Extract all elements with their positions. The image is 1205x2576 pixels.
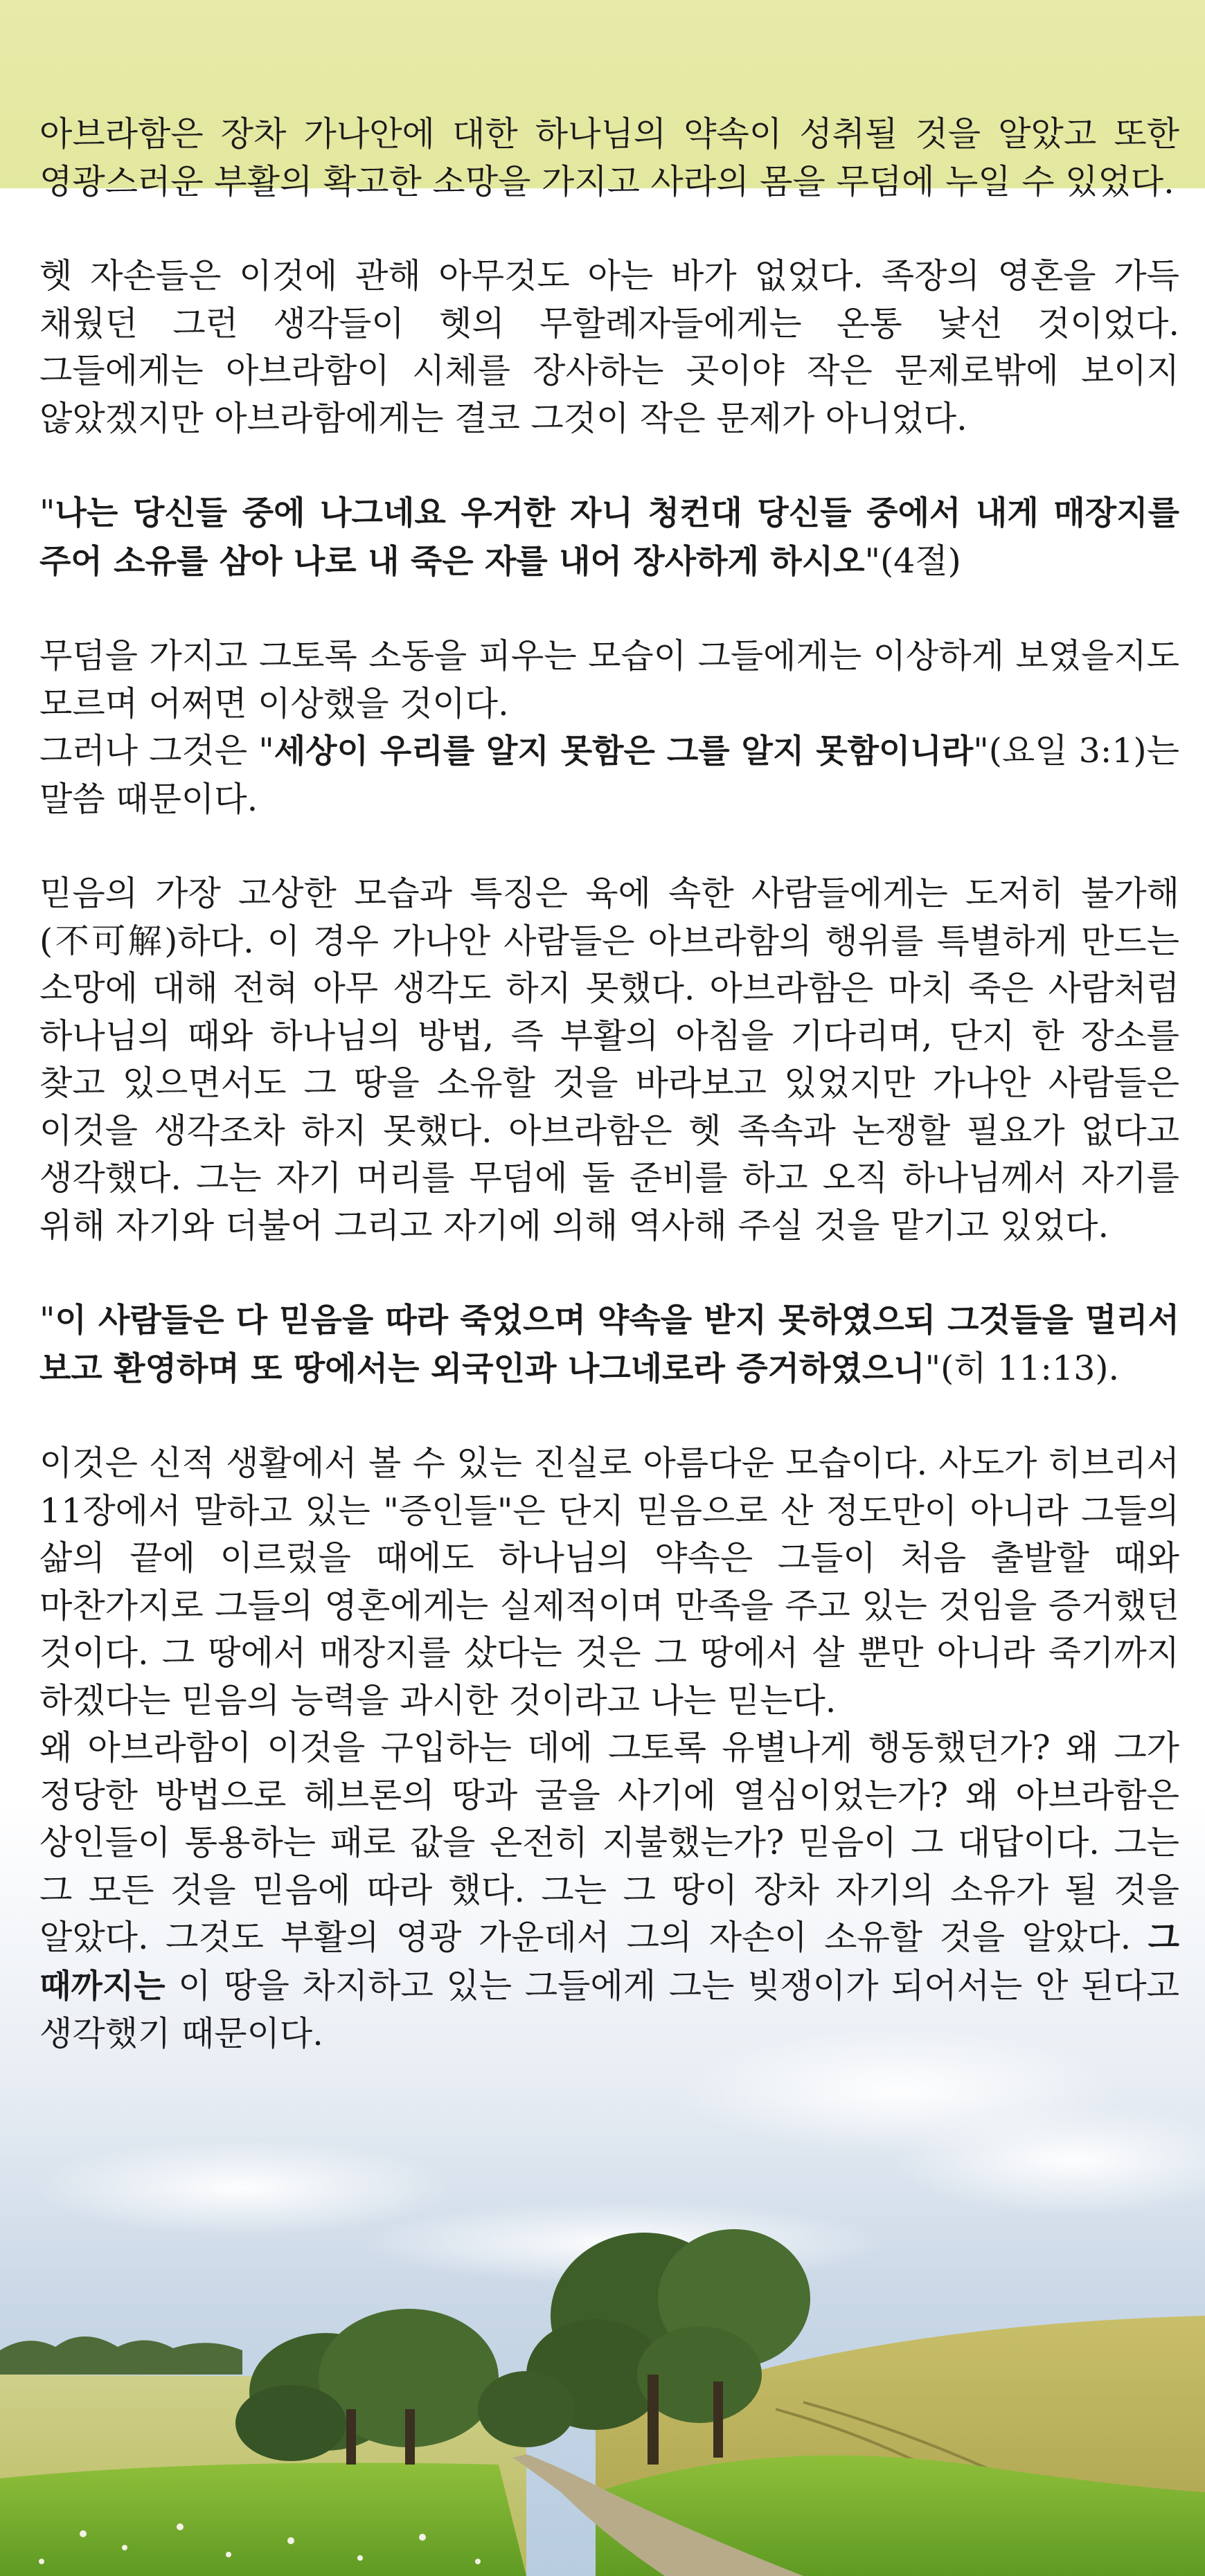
- p9-pre: 왜 아브라함이 이것을 구입하는 데에 그토록 유별나게 행동했던가? 왜 그가 정당한 방법으로 헤브론의 땅과 굴을 사기에 열심이었는가? 왜 아브라함은 상인들이 통용하는 패로 값을 온전히 지불했는가? 믿음이 그 대답이다. 그는 그 모든 것을 믿음에 따라 했다. 그는 그 땅이 장차 자기의 소유가 될 것을 알았다. 그것도 부활의 영광 가운데서 그의 자손이 소유할 것을 알았다.: [39, 1728, 1179, 1957]
- paragraph-4: 무덤을 가지고 그토록 소동을 피우는 모습이 그들에게는 이상하게 보였을지도 모르며 어쩌면 이상했을 것이다.: [39, 636, 1179, 723]
- p9-post: 이 땅을 차지하고 있는 그들에게 그는 빚쟁이가 되어서는 안 된다고 생각했기 때문이다.: [39, 1965, 1179, 2053]
- paragraph-1: 아브라함은 장차 가나안에 대한 하나님의 약속이 성취될 것을 알았고 또한 영광스러운 부활의 확고한 소망을 가지고 사라의 몸을 무덤에 누일 수 있었다.: [39, 114, 1179, 201]
- p5-pre: 그러나 그것은 ": [39, 731, 274, 771]
- paragraph-9: [39, 1724, 1179, 2058]
- scripture-quote-2: [39, 1297, 1179, 1393]
- p5-bold-text: 세상이 우리를 알지 못함은 그를 알지 못함이니라: [274, 732, 974, 771]
- quote2-bold-text: 이 사람들은 다 믿음을 따라 죽었으며 약속을 받지 못하였으되 그것들을 멀리서 보고 환영하며 또 땅에서는 외국인과 나그네로라 증거하였으니: [39, 1301, 1179, 1388]
- scripture-quote-1: [39, 489, 1179, 586]
- quote2-open: ": [39, 1300, 55, 1340]
- paragraph-8: 이것은 신적 생활에서 볼 수 있는 진실로 아름다운 모습이다. 사도가 히브리서 11장에서 말하고 있는 "증인들"은 단지 믿음으로 산 정도만이 아니라 그들의 삶의 끝에 이르렀을 때에도 하나님의 약속은 그들이 처음 출발할 때와 마찬가지로 그들의 영혼에게는 실제적이며 만족을 주고 있는 것임을 증거했던 것이다. 그 땅에서 매장지를 샀다는 것은 그 땅에서 살 뿐만 아니라 죽기까지 하겠다는 믿음의 능력을 과시한 것이라고 나는 믿는다.: [39, 1443, 1179, 1720]
- quote-open: ": [39, 493, 55, 532]
- paragraph-6: 믿음의 가장 고상한 모습과 특징은 육에 속한 사람들에게는 도저히 불가해(不可解)하다. 이 경우 가나안 사람들은 아브라함의 행위를 특별하게 만드는 소망에 대해 전혀 아무 생각도 하지 못했다. 아브라함은 마치 죽은 사람처럼 하나님의 때와 하나님의 방법, 즉 부활의 아침을 기다리며, 단지 한 장소를 찾고 있으면서도 그 땅을 소유할 것을 바라보고 있었지만 가나안 사람들은 이것을 생각조차 하지 못했다. 아브라함은 헷 족속과 논쟁할 필요가 없다고 생각했다. 그는 자기 머리를 무덤에 둘 준비를 하고 오직 하나님께서 자기를 위해 자기와 더불어 그리고 자기에 의해 역사해 주실 것을 맡기고 있었다.: [39, 874, 1179, 1245]
- quote2-reference: "(히 11:13).: [925, 1348, 1120, 1388]
- paragraph-5: [39, 728, 1179, 823]
- quote-bold-text: 나는 당신들 중에 나그네요 우거한 자니 청컨대 당신들 중에서 내게 매장지를 주어 소유를 삼아 나로 내 죽은 자를 내어 장사하게 하시오: [39, 494, 1179, 581]
- p5-post: "(요일 3:1)는 말씀 때문이다.: [39, 731, 1179, 819]
- p9-bold-text: 그 때까지는: [39, 1919, 1179, 2006]
- quote-reference: "(4절): [864, 541, 961, 581]
- article-text: [39, 111, 1179, 2058]
- paragraph-2: 헷 자손들은 이것에 관해 아무것도 아는 바가 없었다. 족장의 영혼을 가득 채웠던 그런 생각들이 헷의 무할례자들에게는 온통 낯선 것이었다. 그들에게는 아브라함이 시체를 장사하는 곳이야 작은 문제로밖에 보이지 않았겠지만 아브라함에게는 결코 그것이 작은 문제가 아니었다.: [39, 256, 1179, 438]
